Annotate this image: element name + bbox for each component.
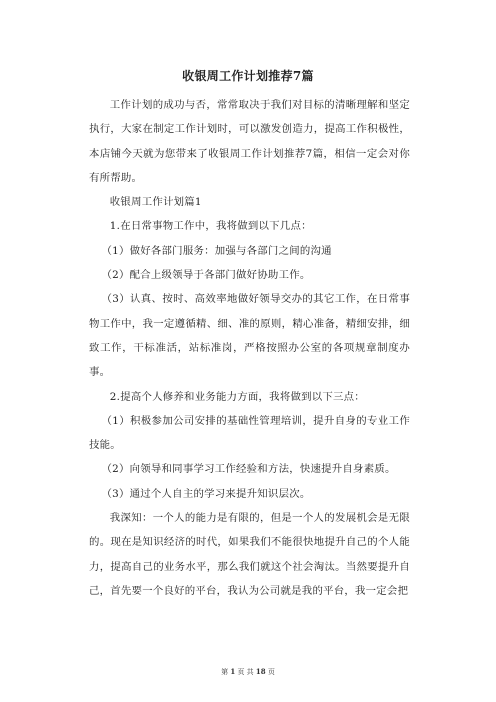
footer-middle: 页 共 bbox=[237, 668, 254, 676]
footer-page-number: 1 bbox=[230, 667, 236, 676]
footer-suffix: 页 bbox=[267, 668, 275, 676]
list-item: （1）做好各部门服务：加强与各部门之间的沟通 bbox=[101, 244, 332, 257]
page-footer bbox=[0, 667, 496, 677]
intro-paragraph: 工作计划的成功与否，常常取决于我们对目标的清晰理解和坚定执行，大家在制定工作计划时，可以激发创造力，提高工作积极性，本店铺今天就为您带来了收银周工作计划推荐7篇，相信一定会对你有所帮助。 bbox=[89, 99, 410, 184]
list-item: （2）配合上级领导于各部门做好协助工作。 bbox=[101, 269, 311, 282]
point-heading-2: 2.提高个人修养和业务能力方面，我将做到以下三点： bbox=[109, 390, 365, 403]
footer-prefix: 第 bbox=[221, 668, 229, 676]
footer-total-pages: 18 bbox=[255, 667, 266, 676]
list-item: （2）向领导和同事学习工作经验和方法，快速提升自身素质。 bbox=[101, 463, 396, 476]
point-heading-1: 1.在日常事物工作中，我将做到以下几点： bbox=[109, 220, 312, 233]
section-heading: 收银周工作计划篇1 bbox=[109, 196, 202, 209]
document-body bbox=[89, 93, 410, 603]
list-item: （3）通过个人自主的学习来提升知识层次。 bbox=[101, 487, 311, 500]
list-item: （3）认真、按时、高效率地做好领导交办的其它工作，在日常事物工作中，我一定遵循精、细、准的原则，精心准备，精细安排，细致工作，干标准活，站标准岗，严格按照办公室的各项规章制度办事。 bbox=[89, 293, 410, 379]
list-item: （1）积极参加公司安排的基础性管理培训，提升自身的专业工作技能。 bbox=[89, 414, 410, 452]
closing-paragraph: 我深知：一个人的能力是有限的，但是一个人的发展机会是无限的。现在是知识经济的时代，如果我们不能很快地提升自己的个人能力，提高自己的业务水平，那么我们就这个社会淘汰。当然要提升自己，首先要一个良好的平台，我认为公司就是我的平台，我一定会把 bbox=[89, 512, 410, 597]
document-title: 收银周工作计划推荐7篇 bbox=[182, 69, 314, 83]
